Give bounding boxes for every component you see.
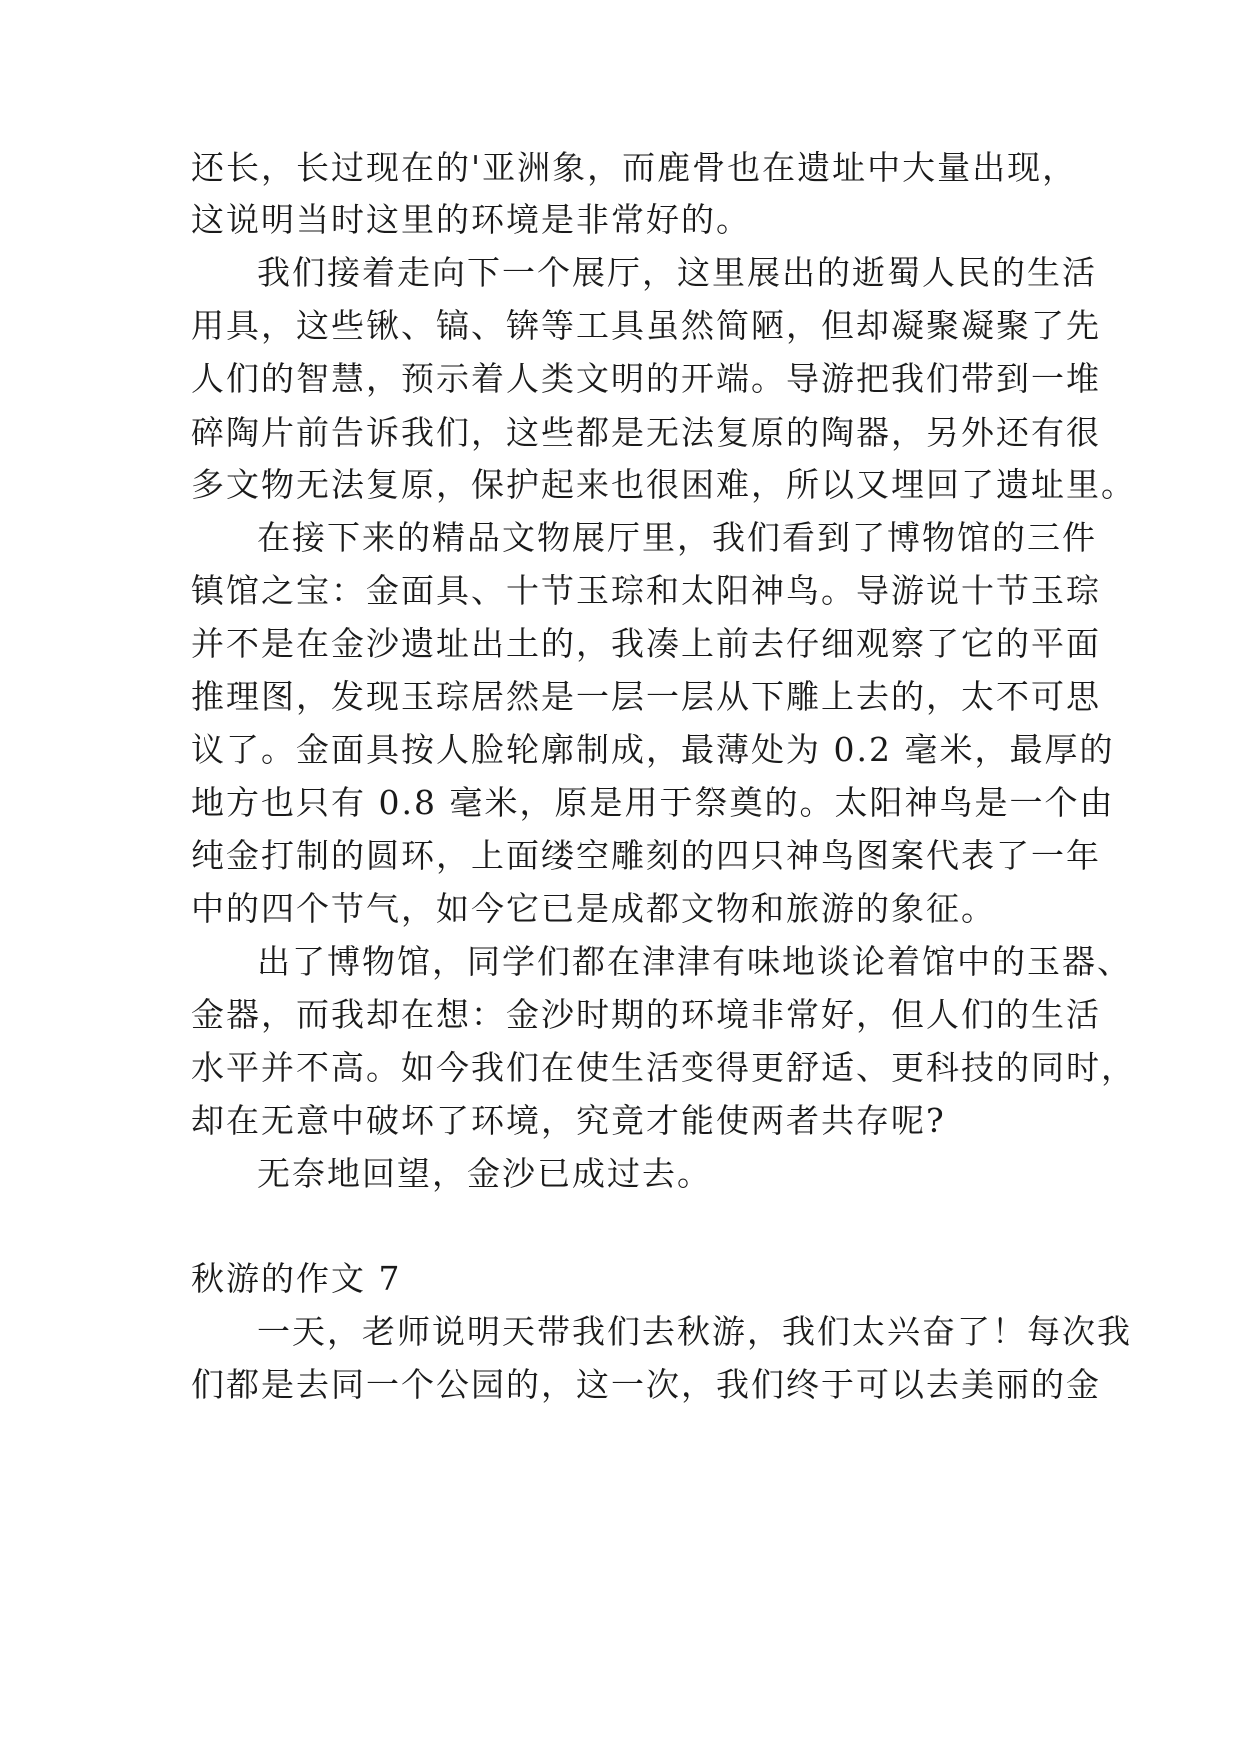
text-line: 碎陶片前告诉我们，这些都是无法复原的陶器，另外还有很 xyxy=(191,413,1101,452)
text-line: 纯金打制的圆环，上面缕空雕刻的四只神鸟图案代表了一年 xyxy=(191,836,1101,875)
text-line: 却在无意中破坏了环境，究竟才能使两者共存呢? xyxy=(191,1101,946,1140)
text-line: 议了。金面具按人脸轮廓制成，最薄处为 0.2 毫米，最厚的 xyxy=(191,730,1115,769)
text-line: 推理图，发现玉琮居然是一层一层从下雕上去的，太不可思 xyxy=(191,677,1101,716)
paragraph-first-line: 无奈地回望，金沙已成过去。 xyxy=(257,1154,712,1193)
text-line: 地方也只有 0.8 毫米，原是用于祭奠的。太阳神鸟是一个由 xyxy=(191,783,1115,822)
paragraph-first-line: 一天，老师说明天带我们去秋游，我们太兴奋了！每次我 xyxy=(257,1312,1132,1351)
text-line: 还长，长过现在的'亚洲象，而鹿骨也在遗址中大量出现， xyxy=(191,148,1078,187)
paragraph-first-line: 在接下来的精品文物展厅里，我们看到了博物馆的三件 xyxy=(257,518,1097,557)
paragraph-first-line: 我们接着走向下一个展厅，这里展出的逝蜀人民的生活 xyxy=(257,253,1097,292)
paragraph-first-line: 出了博物馆，同学们都在津津有味地谈论着馆中的玉器、 xyxy=(257,942,1132,981)
text-line: 们都是去同一个公园的，这一次，我们终于可以去美丽的金 xyxy=(191,1365,1101,1404)
text-line: 水平并不高。如今我们在使生活变得更舒适、更科技的同时， xyxy=(191,1048,1136,1087)
text-line: 用具，这些锹、镐、锛等工具虽然简陋，但却凝聚凝聚了先 xyxy=(191,306,1101,345)
section-heading: 秋游的作文 7 xyxy=(191,1259,402,1298)
text-line: 并不是在金沙遗址出土的，我凑上前去仔细观察了它的平面 xyxy=(191,624,1101,663)
text-line: 镇馆之宝：金面具、十节玉琮和太阳神鸟。导游说十节玉琮 xyxy=(191,571,1101,610)
text-line: 金器，而我却在想：金沙时期的环境非常好，但人们的生活 xyxy=(191,995,1101,1034)
text-line: 这说明当时这里的环境是非常好的。 xyxy=(191,200,751,239)
text-line: 多文物无法复原，保护起来也很困难，所以又埋回了遗址里。 xyxy=(191,465,1136,504)
text-line: 中的四个节气，如今它已是成都文物和旅游的象征。 xyxy=(191,889,996,928)
text-line: 人们的智慧，预示着人类文明的开端。导游把我们带到一堆 xyxy=(191,359,1101,398)
